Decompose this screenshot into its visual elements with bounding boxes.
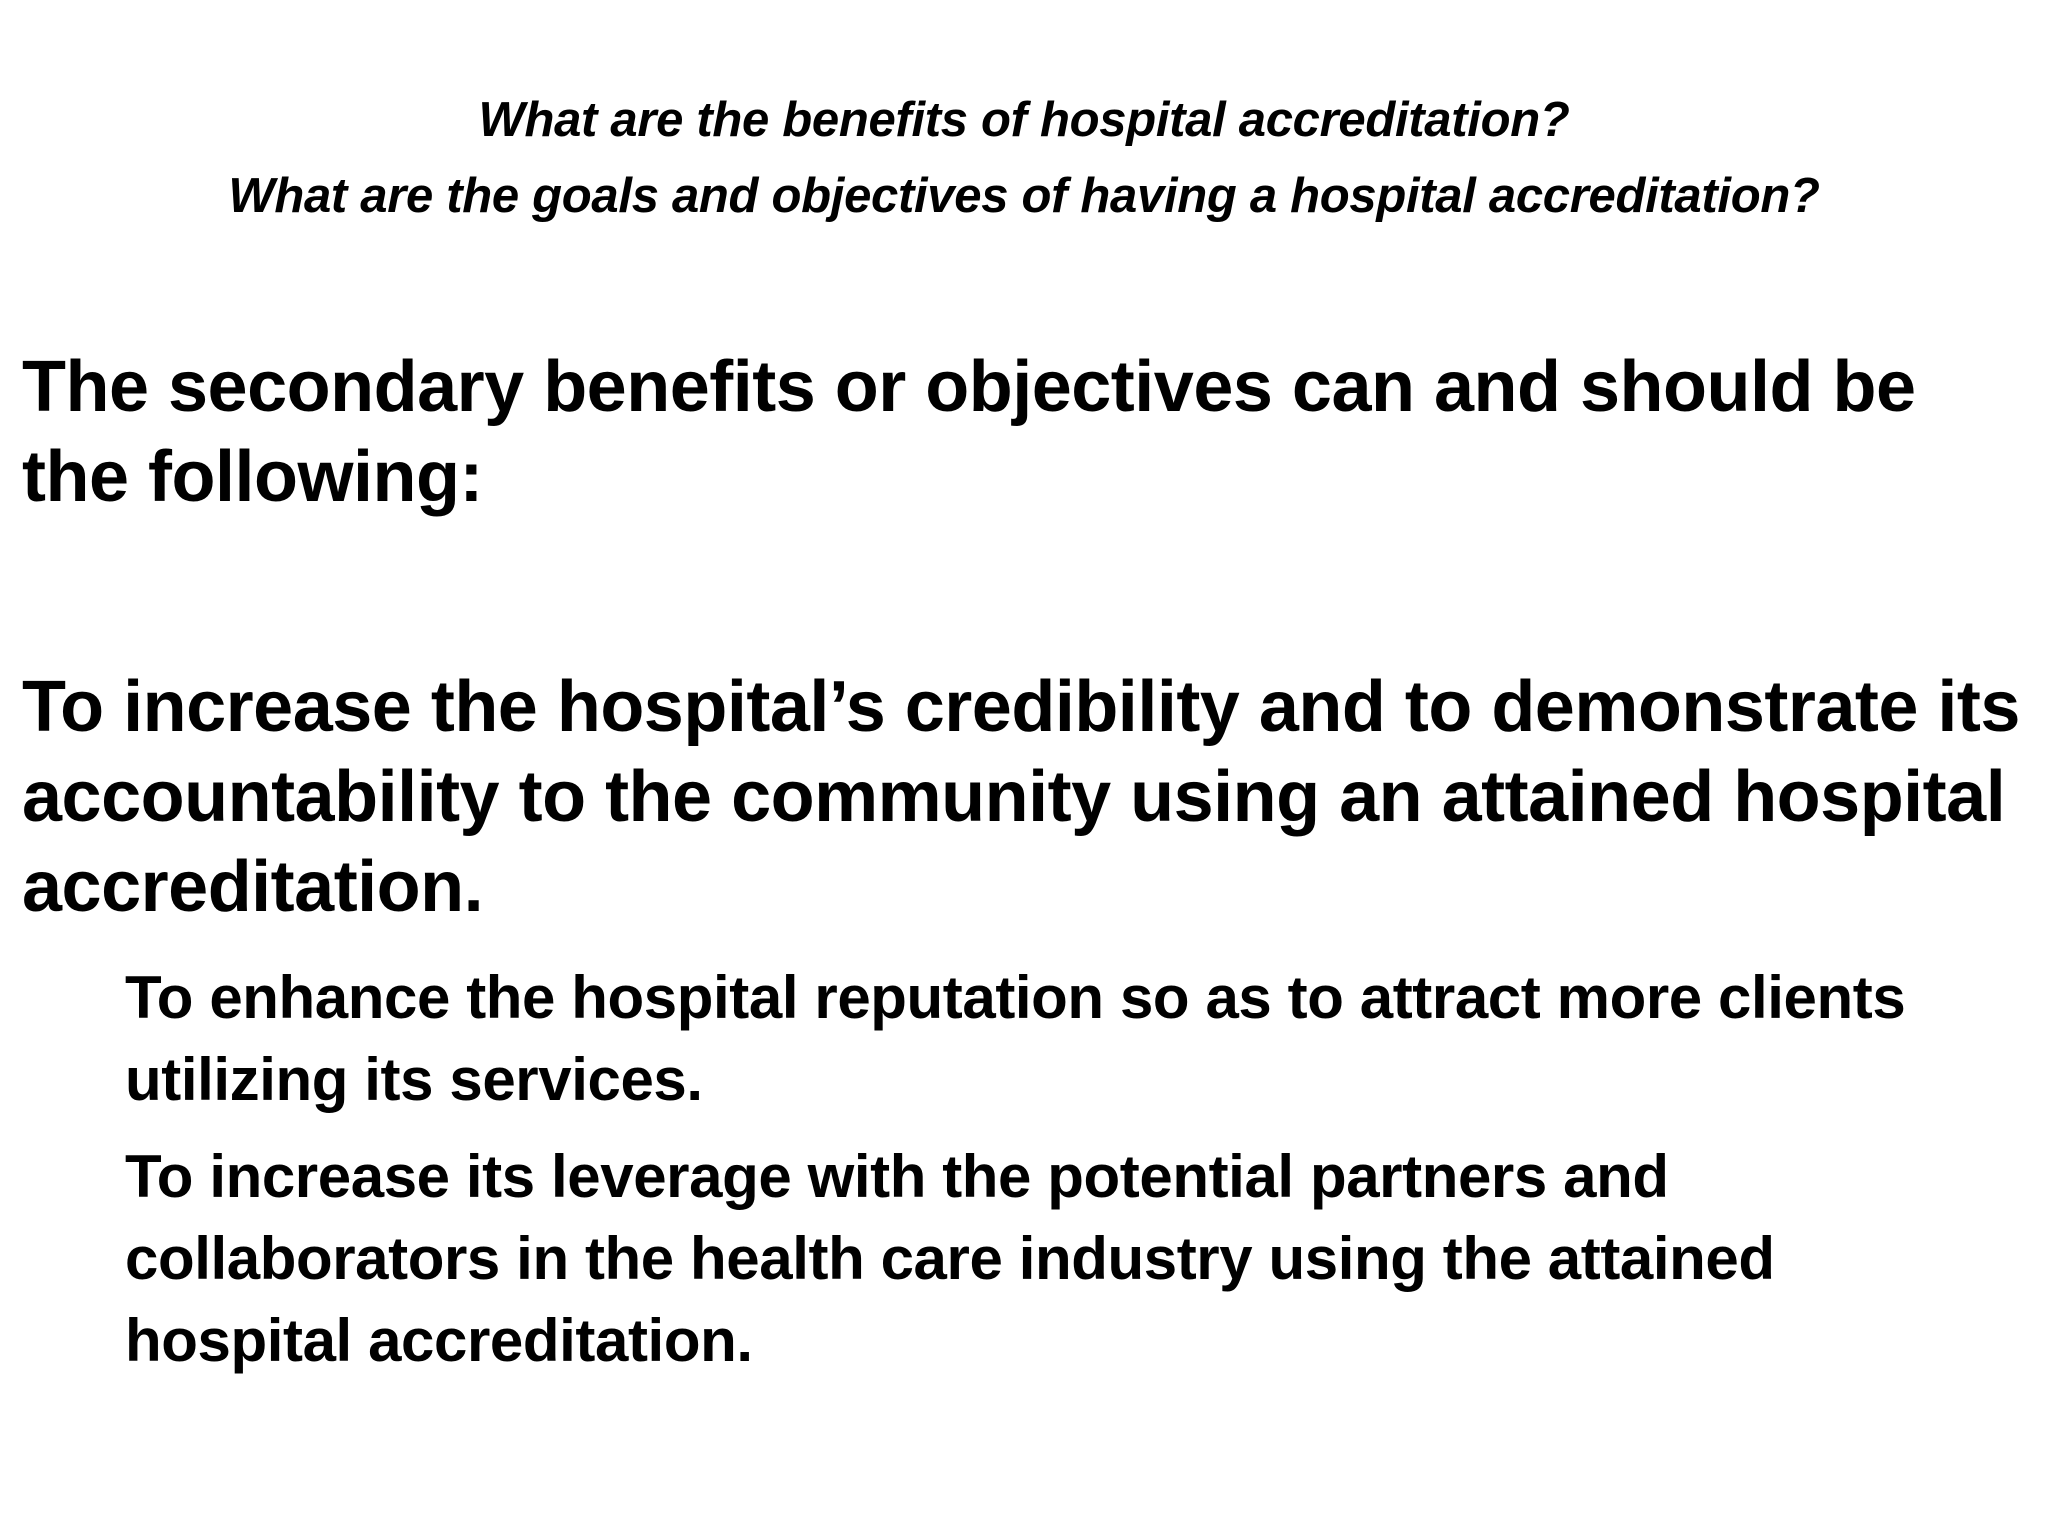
sub-point-reputation: To enhance the hospital reputation so as to attract more clients utilizing its services. xyxy=(125,964,1906,1113)
title-line-benefits: What are the benefits of hospital accreditation? xyxy=(478,93,1570,147)
sub-point-leverage: To increase its leverage with the potential partners and collaborators in the health care industry using the attained hospital accreditation. xyxy=(125,1143,1775,1374)
main-point-credibility: To increase the hospital’s credibility and to demonstrate its accountability to the community using an attained hospital accreditation. xyxy=(22,667,2020,927)
title-line-goals: What are the goals and objectives of having a hospital accreditation? xyxy=(228,169,1820,223)
slide-title xyxy=(0,82,2048,234)
intro-text: The secondary benefits or objectives can and should be the following: xyxy=(22,347,1916,517)
